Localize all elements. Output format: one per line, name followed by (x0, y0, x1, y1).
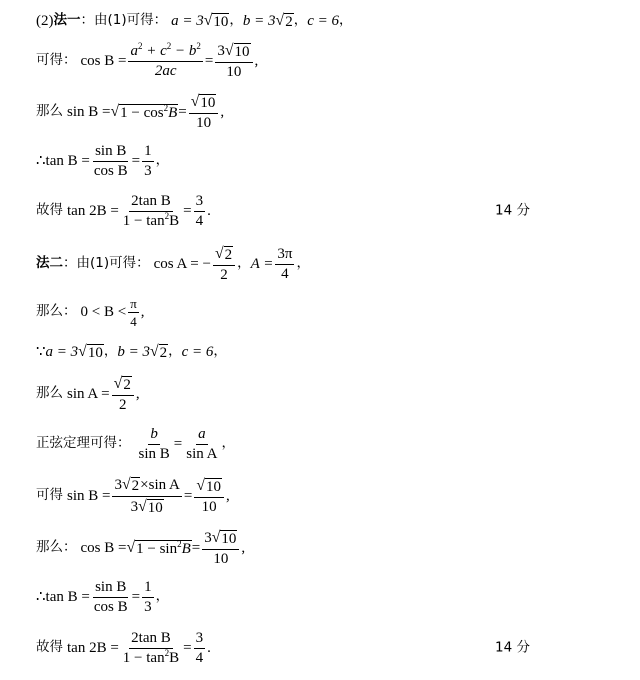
double-angle-fraction: $\frac{\text{2tan B}}{1 - \tan^2B}$ (122, 629, 180, 666)
separator: ， (293, 12, 308, 29)
equation-lhs: sin B = (67, 103, 111, 120)
m1-tan-b (36, 142, 626, 180)
equation-lhs: cos B = (80, 52, 127, 69)
therefore-symbol: ∴ (36, 152, 46, 169)
end-punct: ， (155, 588, 170, 605)
result-fraction: $\frac{3}{4}$ (195, 192, 204, 229)
m1-cosine-law (36, 40, 626, 82)
end-punct: , (241, 539, 246, 556)
a-value: a = 3 (171, 12, 204, 29)
separator: ， (168, 343, 182, 360)
sine-fraction: 3 √ 2 ×sin A 3 √ 10 (114, 475, 180, 516)
end-punct: ， (155, 152, 170, 169)
result-fraction: 3 √ 10 10 (202, 530, 239, 567)
line-prefix: 那么： (36, 539, 77, 556)
end-punct: . (207, 202, 211, 219)
equals: = (204, 52, 214, 69)
colon: ： (63, 255, 77, 272)
colon: ： (80, 12, 94, 29)
end-punct: , (226, 487, 230, 504)
angle-a-value: A = (250, 255, 274, 272)
equation-lhs: tan 2B = (67, 202, 119, 219)
sqrt-expr: √ 10 (78, 342, 103, 361)
sqrt-expr: √ $1 - \cos^2B$ (110, 102, 178, 121)
sine-law-fraction-a: $\frac{a}{\text{sin A}}$ (186, 425, 218, 462)
equals: = (131, 152, 141, 169)
m2-b-range (36, 294, 626, 330)
from-part1-text: 由(1)可得： (76, 255, 150, 272)
separator: ， (237, 255, 251, 272)
c-value: c = 6 (181, 343, 214, 360)
score-label: 14 分 (495, 639, 530, 656)
because-symbol: ∵ (36, 343, 46, 360)
inequality: 0 < B < (80, 303, 127, 320)
m2-sin-b (36, 474, 626, 518)
equals: = (183, 639, 192, 656)
result-fraction: $\frac{1}{3}$ (144, 578, 152, 615)
a-value: a = 3 (45, 343, 79, 360)
sine-law-fraction-b: $\frac{b}{\text{sin B}}$ (138, 425, 170, 462)
line-prefix: 可得 (36, 487, 63, 504)
equals: = (173, 435, 183, 452)
cosine-law-fraction: $\frac{a^2 + c^2 - b^2}{2ac}$ (130, 40, 201, 79)
equation-lhs: tan B = (45, 152, 90, 169)
line-prefix: 故得 (36, 202, 63, 219)
ratio-fraction: $\frac{\text{sin B}}{\text{cos B}}$ (93, 578, 128, 615)
angle-fraction: $\frac{3\pi}{4}$ (277, 245, 293, 282)
b-value: b = 3 (242, 12, 276, 29)
line-prefix: 故得 (36, 639, 63, 656)
separator: ， (103, 343, 118, 360)
equation-lhs: cos B = (80, 539, 127, 556)
m2-given-values (36, 340, 626, 364)
result-fraction: 3 √ 10 10 (215, 43, 252, 80)
line-prefix: 可得： (36, 52, 77, 69)
m2-sin-a (36, 374, 626, 414)
method-label: 法二 (36, 255, 63, 272)
equals: = (178, 103, 187, 120)
therefore-symbol: ∴ (36, 588, 46, 605)
line-prefix: 正弦定理可得： (36, 435, 131, 452)
sqrt-expr: √ 2 (275, 11, 293, 30)
equals: = (183, 487, 193, 504)
end-punct: ， (296, 255, 310, 272)
result-fraction: $\frac{1}{3}$ (144, 142, 152, 179)
sqrt-expr: √ $1 - \sin^2B$ (126, 538, 191, 557)
m2-cos-b (36, 528, 626, 568)
equals: = (131, 588, 141, 605)
equation-lhs: tan B = (45, 588, 90, 605)
ratio-fraction: $\frac{\text{sin B}}{\text{cos B}}$ (93, 142, 128, 179)
m2-tan-b (36, 578, 626, 616)
sqrt-expr: √ 10 (203, 11, 229, 30)
end-punct: . (207, 639, 211, 656)
part-label: (2) (36, 12, 54, 29)
line-prefix: 那么 (36, 103, 63, 120)
score-label: 14 分 (495, 202, 530, 219)
end-punct: , (135, 385, 140, 402)
m2-cos-a (36, 244, 626, 284)
end-punct: , (140, 303, 145, 320)
from-part1-text: 由(1)可得： (94, 12, 168, 29)
equals: = (183, 202, 192, 219)
equation-lhs: sin B = (67, 487, 111, 504)
m1-sin-b (36, 92, 626, 132)
equals: = (191, 539, 201, 556)
m1-tan-2b (36, 192, 626, 230)
end-punct: ， (221, 435, 235, 452)
sqrt-expr: √ 2 (149, 342, 168, 361)
double-angle-fraction: $\frac{\text{2tan B}}{1 - \tan^2B}$ (122, 192, 180, 229)
end-punct: ， (213, 343, 227, 360)
m1-given-values (36, 10, 626, 32)
end-punct: , (254, 52, 259, 69)
c-value: c = 6 (307, 12, 339, 29)
end-punct: , (220, 103, 225, 120)
result-fraction: √ 10 10 (189, 94, 219, 131)
result-fraction: √ 2 2 (213, 246, 235, 283)
equation-lhs: sin A = (67, 385, 110, 402)
method-label: 法一 (53, 12, 81, 29)
equation-lhs: cos A = − (153, 255, 211, 272)
result-fraction: √ 10 10 (194, 478, 224, 515)
separator: ， (229, 12, 243, 29)
end-punct: ， (338, 12, 353, 29)
pi-fraction: $\frac{\pi}{4}$ (130, 295, 137, 329)
equation-lhs: tan 2B = (67, 639, 119, 656)
line-prefix: 那么 (36, 385, 63, 402)
result-fraction: $\frac{3}{4}$ (195, 629, 204, 666)
m2-tan-2b (36, 628, 626, 668)
result-fraction: √ 2 2 (112, 376, 134, 413)
b-value: b = 3 (117, 343, 150, 360)
m2-sine-law (36, 424, 626, 464)
line-prefix: 那么： (36, 303, 77, 320)
